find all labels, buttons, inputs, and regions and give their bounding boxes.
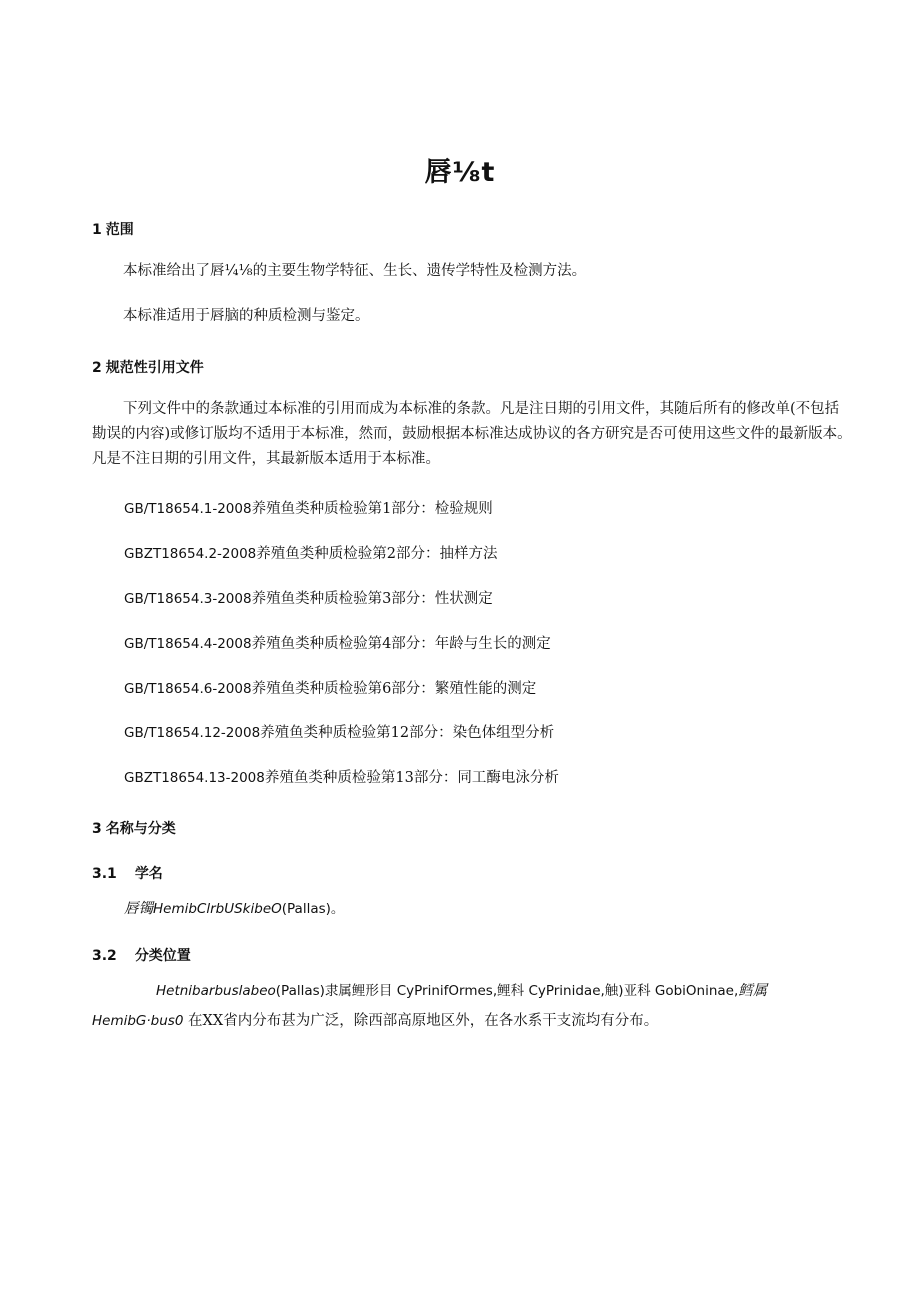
reference-title: 养殖鱼类种质检验第13部分：同工酶电泳分析 xyxy=(264,770,559,786)
section-title: 名称与分类 xyxy=(105,821,176,837)
reference-item xyxy=(124,542,498,563)
references-intro: 下列文件中的条款通过本标准的引用而成为本标准的条款。凡是注日期的引用文件，其随后所有的修改单(不包括勘误的内容)或修订版均不适用于本标准，然而，鼓励根据本标准达成协议的各方研究是否可使用这些文件的最新版本。凡是不注日期的引用文件，其最新版本适用于本标准。 xyxy=(92,401,852,467)
reference-title: 养殖鱼类种质检验第12部分：染色体组型分析 xyxy=(260,725,555,741)
name-author: (Pallas)。 xyxy=(281,901,345,917)
reference-item xyxy=(124,766,559,787)
section-number: 1 xyxy=(92,222,102,238)
family-latin: CyPrinidae xyxy=(528,983,601,999)
reference-code: GB/T18654.3-2008 xyxy=(124,591,252,607)
genus-chinese: 鳕属 xyxy=(738,983,768,999)
section-number: 3 xyxy=(92,821,102,837)
classification-text-c: ,触)亚科 xyxy=(600,983,655,999)
scope-paragraph-1: 本标准给出了唇¼⅛的主要生物学特征、生长、遗传学特性及检测方法。 xyxy=(123,263,587,279)
reference-code: GB/T18654.6-2008 xyxy=(124,681,252,697)
scientific-name xyxy=(124,897,824,921)
subsection-number: 3.1 xyxy=(92,866,117,882)
section-3-heading xyxy=(92,818,176,838)
subsection-title: 分类位置 xyxy=(134,948,191,964)
order-latin: CyPrinifOrmes xyxy=(396,983,493,999)
reference-title: 养殖鱼类种质检验第6部分：繁殖性能的测定 xyxy=(251,681,537,697)
reference-item xyxy=(124,587,493,608)
section-2-heading xyxy=(92,357,204,377)
classification-text-b: ,鲤科 xyxy=(492,983,529,999)
reference-code: GBZT18654.13-2008 xyxy=(124,770,265,786)
section-title: 规范性引用文件 xyxy=(105,360,204,376)
reference-code: GBZT18654.2-2008 xyxy=(124,546,257,562)
subsection-title: 学名 xyxy=(134,866,163,882)
section-1-heading xyxy=(92,219,134,239)
subsection-3-1-heading xyxy=(92,863,163,883)
species-latin: Hetnibarbuslabeo xyxy=(156,983,276,999)
classification-line-1 xyxy=(156,979,856,1003)
reference-code: GB/T18654.1-2008 xyxy=(124,501,252,517)
name-chinese: 唇镯 xyxy=(124,901,153,917)
reference-item xyxy=(124,632,551,653)
reference-title: 养殖鱼类种质检验第2部分：抽样方法 xyxy=(256,546,498,562)
reference-title: 养殖鱼类种质检验第3部分：性状测定 xyxy=(251,591,493,607)
reference-code: GB/T18654.12-2008 xyxy=(124,725,261,741)
section-number: 2 xyxy=(92,360,102,376)
classification-line-2 xyxy=(92,1009,852,1033)
document-title: 唇⅛t xyxy=(424,157,496,188)
reference-code: GB/T18654.4-2008 xyxy=(124,636,252,652)
name-latin: HemibClrbUSkibeO xyxy=(153,901,282,917)
classification-text-d: , xyxy=(733,983,739,999)
reference-item xyxy=(124,497,493,518)
subfamily-latin: GobiOninae xyxy=(654,983,734,999)
scope-paragraph-2: 本标准适用于唇脑的种质检测与鉴定。 xyxy=(123,308,370,324)
subsection-3-2-heading xyxy=(92,945,191,965)
genus-latin: HemibG·bus0 xyxy=(92,1013,184,1029)
reference-item xyxy=(124,721,554,742)
reference-title: 养殖鱼类种质检验第4部分：年龄与生长的测定 xyxy=(251,636,551,652)
section-title: 范围 xyxy=(105,222,134,238)
reference-item xyxy=(124,677,536,698)
reference-title: 养殖鱼类种质检验第1部分：检验规则 xyxy=(251,501,493,517)
subsection-number: 3.2 xyxy=(92,948,117,964)
classification-text-a: (Pallas)隶属鲤形目 xyxy=(275,983,397,999)
distribution-text: 在XX省内分布甚为广泛，除西部高原地区外，在各水系干支流均有分布。 xyxy=(183,1013,659,1029)
